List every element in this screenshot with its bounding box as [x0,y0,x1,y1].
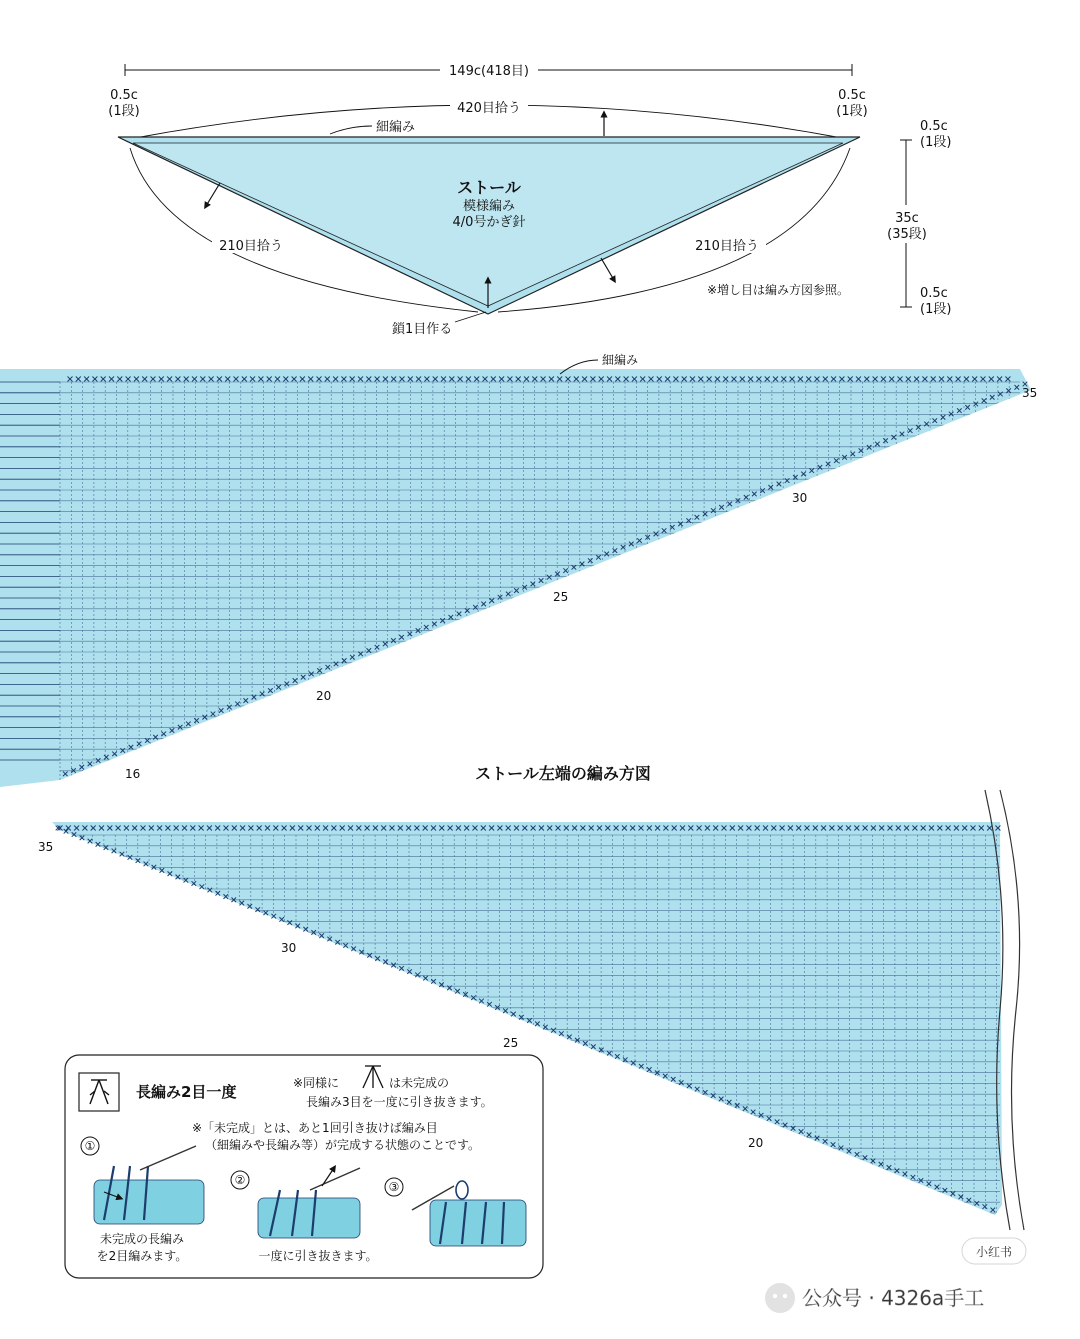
row-label-25: 25 [553,590,569,604]
legend-note1-c: 長編み3目を一度に引き抜きます。 [306,1095,493,1109]
right-pickup-label: 210目拾う [695,239,759,254]
step3-number: ③ [388,1180,400,1194]
step1-caption-a: 未完成の長編み [99,1232,185,1246]
lower-row-label-20: 20 [748,1136,764,1150]
right-edge-rows: (1段) [836,104,868,119]
legend-title: 長編み2目一度 [136,1083,237,1101]
lower-row-label-30: 30 [281,941,297,955]
increase-note: ※増し目は編み方図参照。 [707,283,850,297]
step1-caption-b: を2目編みます。 [96,1249,188,1263]
left-end-chart-heading: ストール左端の編み方図 [475,764,651,783]
stole-title: ストール [457,178,521,197]
stitch-legend [65,1055,543,1278]
watermark [765,1238,1026,1313]
hook-size: 4/0号かぎ針 [452,215,526,230]
start-chain-label: 鎖1目作る [392,322,453,337]
row-label-35: 35 [1022,386,1038,400]
step2-caption: 一度に引き抜きます。 [258,1249,378,1263]
dc2tog-symbol-box [79,1073,119,1111]
depth-bottom-rows: (1段) [920,302,952,317]
depth-top-rows: (1段) [920,135,952,150]
legend-note1-b: は未完成の [389,1076,450,1090]
depth-size: 35c [895,211,919,226]
watermark-account: 公众号 · 4326a手工 [802,1286,985,1310]
right-direction-arrow [601,258,614,280]
left-pickup-label: 210目拾う [219,239,283,254]
lower-row-label-35: 35 [38,840,54,854]
upper-stitch-chart [0,352,1037,787]
watermark-badge: 小红书 [975,1245,1013,1259]
width-label: 149c(418目) [449,64,529,79]
legend-note1-a: ※同様に [293,1076,340,1090]
left-edge-rows: (1段) [108,104,140,119]
step1-number: ① [84,1139,96,1153]
step2-number: ② [234,1173,246,1187]
depth-top-size: 0.5c [920,119,948,134]
top-pickup-label: 420目拾う [457,101,521,116]
right-edge-size: 0.5c [838,88,866,103]
upper-chart-area [0,369,1031,787]
left-direction-arrow [206,183,220,206]
depth-bottom-size: 0.5c [920,286,948,301]
lower-row-label-25: 25 [503,1036,519,1050]
row-label-16: 16 [125,767,141,781]
depth-rows: (35段) [887,227,927,242]
row-label-30: 30 [792,491,808,505]
pattern-name: 模様編み [462,199,516,214]
legend-note2-a: ※「未完成」とは、あと1回引き抜けば編み目 [192,1121,438,1135]
legend-note2-b: （細編みや長編み等）が完成する状態のことです。 [205,1138,481,1152]
stole-schematic [108,61,951,337]
border-stitch-label: 細編み [376,120,416,135]
row-label-20: 20 [316,689,332,703]
wechat-icon [765,1283,795,1313]
upper-border-label: 細編み [602,353,639,367]
left-edge-size: 0.5c [110,88,138,103]
